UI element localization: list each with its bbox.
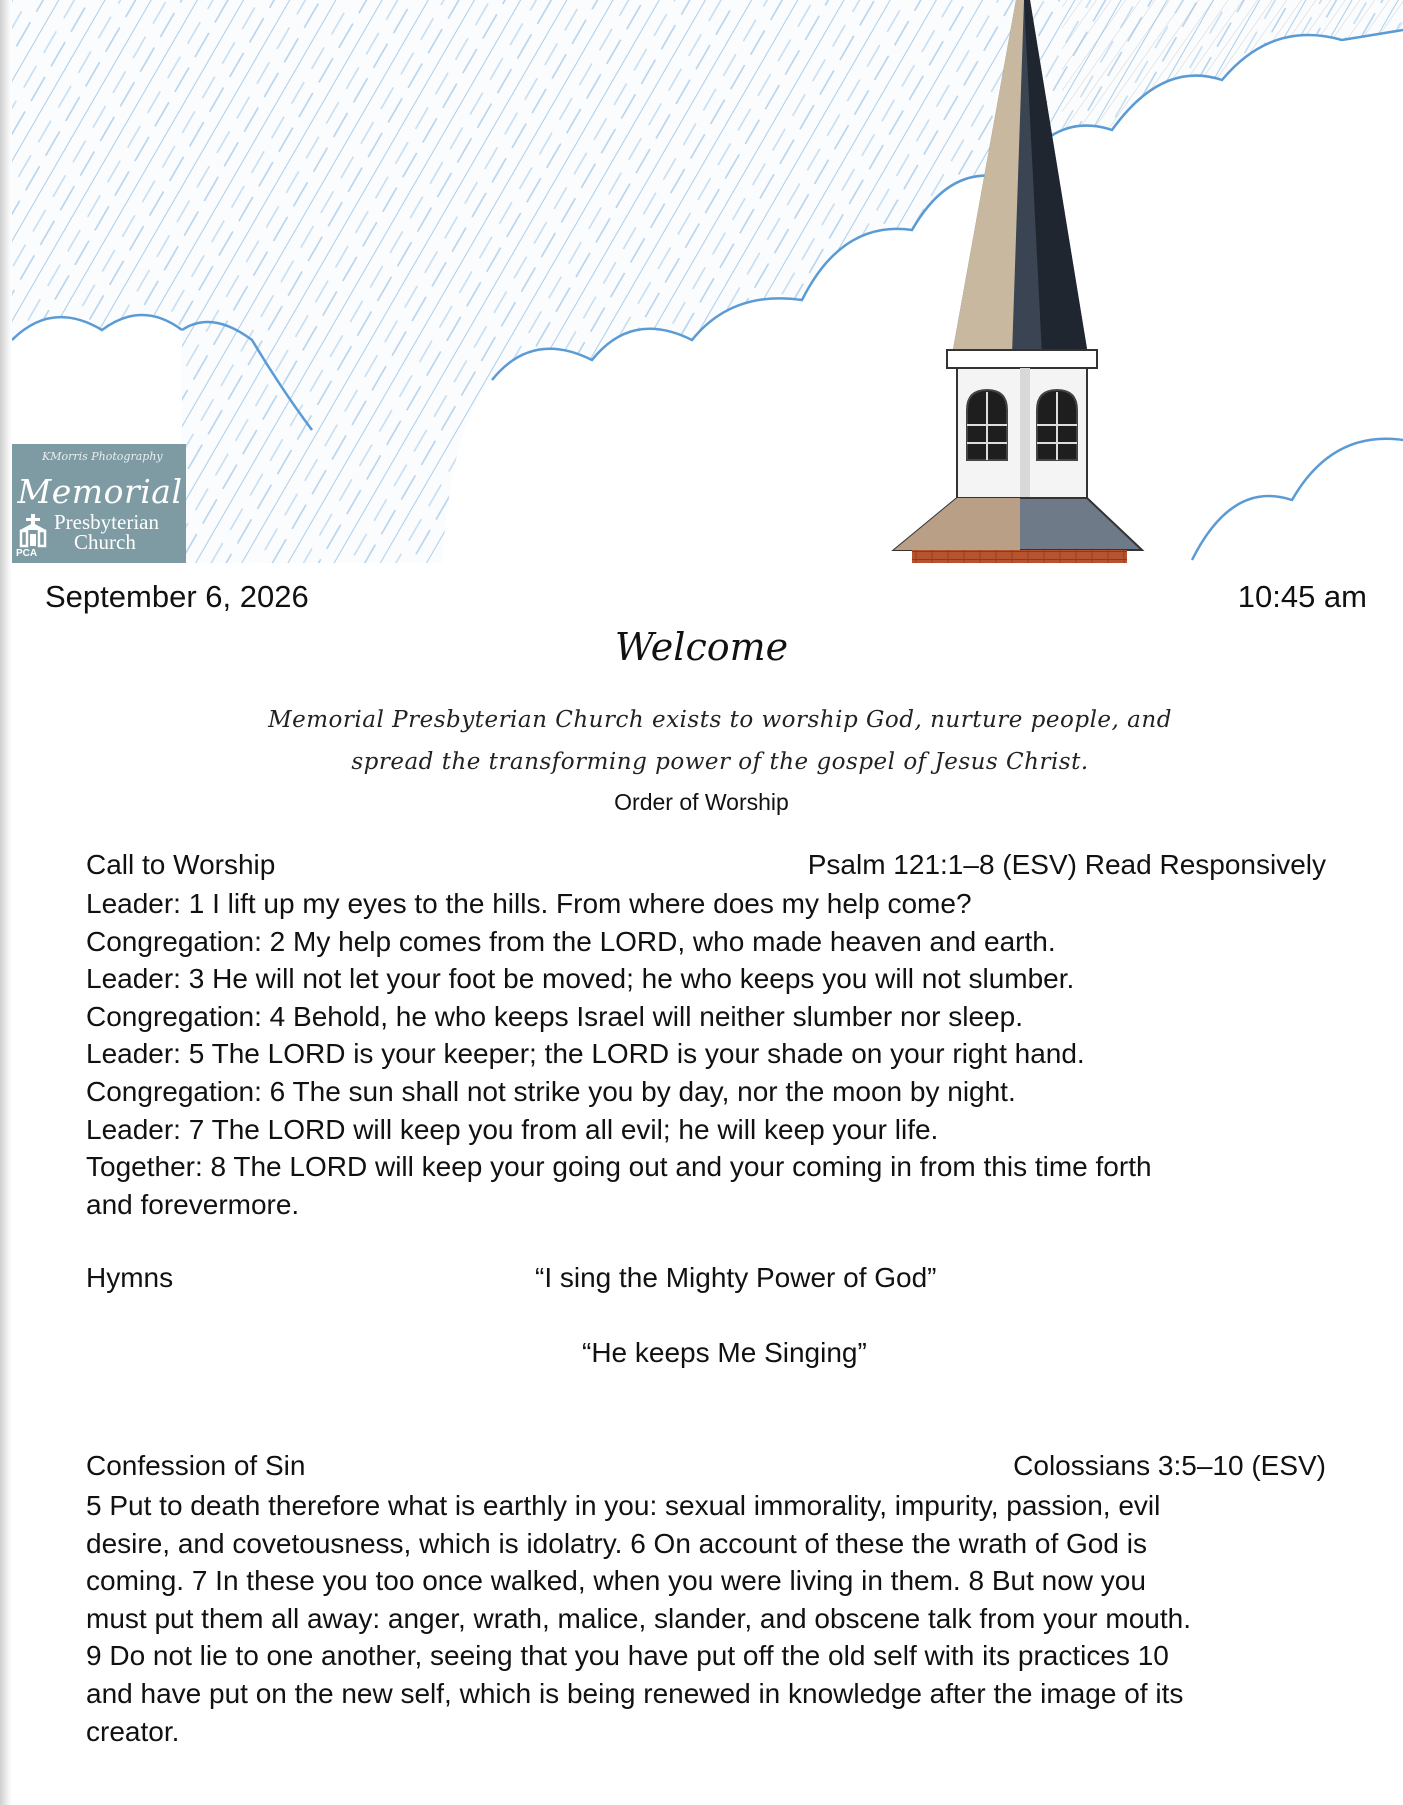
logo-denomination: PCA — [16, 548, 38, 559]
passage-line: and have put on the new self, which is being renewed in knowledge after the image of its — [86, 1677, 1184, 1709]
scripture-reference: Colossians 3:5–10 (ESV) — [1013, 1450, 1326, 1481]
reading-line: and forevermore. — [86, 1188, 300, 1220]
church-logo — [12, 444, 186, 563]
mission-line: Memorial Presbyterian Church exists to worship God, nurture people, and — [268, 707, 1172, 733]
passage-line: desire, and covetousness, which is idolatry. 6 On account of these the wrath of God is — [86, 1527, 1147, 1559]
welcome-title: Welcome — [614, 625, 789, 669]
passage-line: 9 Do not lie to one another, seeing that you have put off the old self with its practices 10 — [86, 1640, 1169, 1672]
scripture-reference: Psalm 121:1–8 (ESV) Read Responsively — [807, 849, 1326, 880]
reading-line: Leader: 5 The LORD is your keeper; the LORD is your shade on your right hand. — [86, 1038, 1085, 1070]
logo-name-script: Memorial — [17, 472, 183, 511]
page-edge-shadow — [0, 0, 12, 1805]
passage-line: creator. — [86, 1715, 180, 1747]
church-building-icon — [18, 514, 48, 548]
section-label: Call to Worship — [86, 849, 276, 880]
confession-passage — [86, 1487, 1336, 1750]
photographer-credit: KMorris Photography — [42, 450, 163, 463]
section-label: Hymns — [86, 1262, 174, 1293]
responsive-reading — [86, 885, 1336, 1223]
reading-line: Leader: 1 I lift up my eyes to the hills. From where does my help come? — [86, 888, 972, 919]
order-of-worship-title: Order of Worship — [614, 789, 789, 815]
mission-line: spread the transforming power of the gospel of Jesus Christ. — [351, 749, 1089, 775]
hymn-title: “I sing the Mighty Power of God” — [535, 1262, 937, 1293]
hymn-title: “He keeps Me Singing” — [582, 1337, 867, 1368]
passage-line: 5 Put to death therefore what is earthly in you: sexual immorality, impurity, passion, evil — [86, 1490, 1161, 1521]
call-to-worship-header — [86, 849, 1326, 881]
passage-line: must put them all away: anger, wrath, malice, slander, and obscene talk from your mouth. — [86, 1602, 1191, 1634]
confession-header — [86, 1450, 1326, 1482]
reading-line: Leader: 7 The LORD will keep you from all evil; he will keep your life. — [86, 1113, 939, 1145]
passage-line: coming. 7 In these you too once walked, when you were living in them. 8 But now you — [86, 1565, 1146, 1597]
reading-line: Leader: 3 He will not let your foot be moved; he who keeps you will not slumber. — [86, 963, 1075, 995]
logo-name-line3: Church — [74, 530, 136, 554]
reading-line: Congregation: 4 Behold, he who keeps Israel will neither slumber nor sleep. — [86, 1000, 1023, 1032]
header-illustration — [12, 0, 1403, 563]
service-time: 10:45 am — [1237, 579, 1367, 614]
logo-name-line2: Presbyterian — [54, 510, 159, 534]
reading-line: Congregation: 6 The sun shall not strike you by day, nor the moon by night. — [86, 1075, 1016, 1107]
service-date: September 6, 2026 — [45, 579, 309, 614]
reading-line: Together: 8 The LORD will keep your going out and your coming in from this time forth — [86, 1151, 1152, 1183]
section-label: Confession of Sin — [86, 1450, 306, 1481]
reading-line: Congregation: 2 My help comes from the LORD, who made heaven and earth. — [86, 925, 1056, 957]
mission-statement — [150, 699, 1290, 783]
